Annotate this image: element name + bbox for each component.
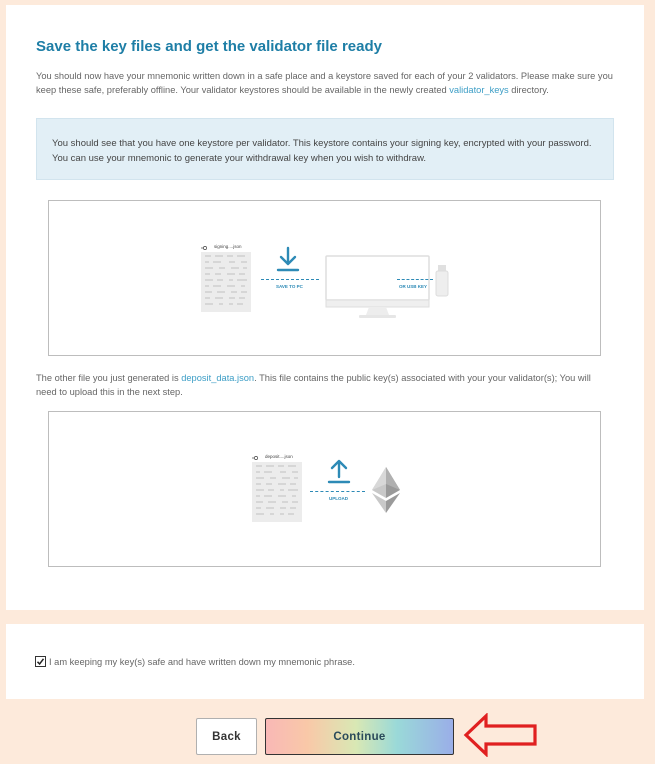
deposit-data-link[interactable]: deposit_data.json	[181, 373, 255, 383]
ethereum-icon	[372, 467, 400, 518]
upload-caption: UPLOAD	[329, 496, 348, 501]
monitor-icon	[325, 255, 430, 324]
deposit-data-text-part1: The other file you just generated is	[36, 373, 182, 383]
upload-icon	[327, 458, 351, 489]
intro-text	[36, 70, 621, 97]
checkmark-icon	[36, 657, 45, 666]
keystore-file-icon	[201, 244, 251, 317]
confirmation-panel	[6, 624, 644, 699]
intro-text-part1: You should now have your mnemonic written down in a safe place and a keystore saved for each of your 2 validators. Please make sure you keep these safe, preferably offline. Your validator keystores should be available in the newly created	[36, 71, 613, 95]
deposit-data-text	[36, 371, 596, 399]
key-files-panel	[6, 5, 644, 610]
intro-text-part2: directory.	[508, 84, 549, 95]
validator-keys-link[interactable]: validator_keys	[449, 84, 509, 95]
upload-deposit-illustration	[48, 411, 601, 567]
dashed-connector-upload	[310, 491, 365, 492]
save-keystore-illustration	[48, 200, 601, 356]
confirm-checkbox-row[interactable]	[35, 656, 355, 667]
keystore-file-label: signing....json	[214, 244, 242, 249]
confirm-checkbox[interactable]	[35, 656, 46, 667]
deposit-file-icon	[252, 454, 302, 527]
page-title: Save the key files and get the validator file ready	[36, 38, 382, 55]
download-icon	[276, 246, 300, 277]
red-arrow-annotation-icon	[463, 713, 539, 762]
dashed-connector-right	[397, 279, 433, 280]
deposit-data-text-part2: . This file contains the public key(s) associated with your your validator(s); You will need to upload this in the next step.	[36, 373, 591, 397]
save-to-pc-caption: SAVE TO PC	[276, 284, 303, 289]
continue-button[interactable]: Continue	[265, 718, 454, 755]
dashed-connector-left	[261, 279, 319, 280]
confirm-checkbox-label: I am keeping my key(s) safe and have written down my mnemonic phrase.	[49, 656, 355, 667]
back-button[interactable]: Back	[196, 718, 257, 755]
usb-key-caption: OR USB KEY	[399, 284, 428, 289]
deposit-file-label: deposit....json	[265, 454, 293, 459]
info-box: You should see that you have one keystore per validator. This keystore contains your signing key, encrypted with your password. You can use your mnemonic to generate your withdrawal key when you wish to withdraw.	[36, 118, 614, 180]
usb-key-icon	[435, 265, 449, 302]
